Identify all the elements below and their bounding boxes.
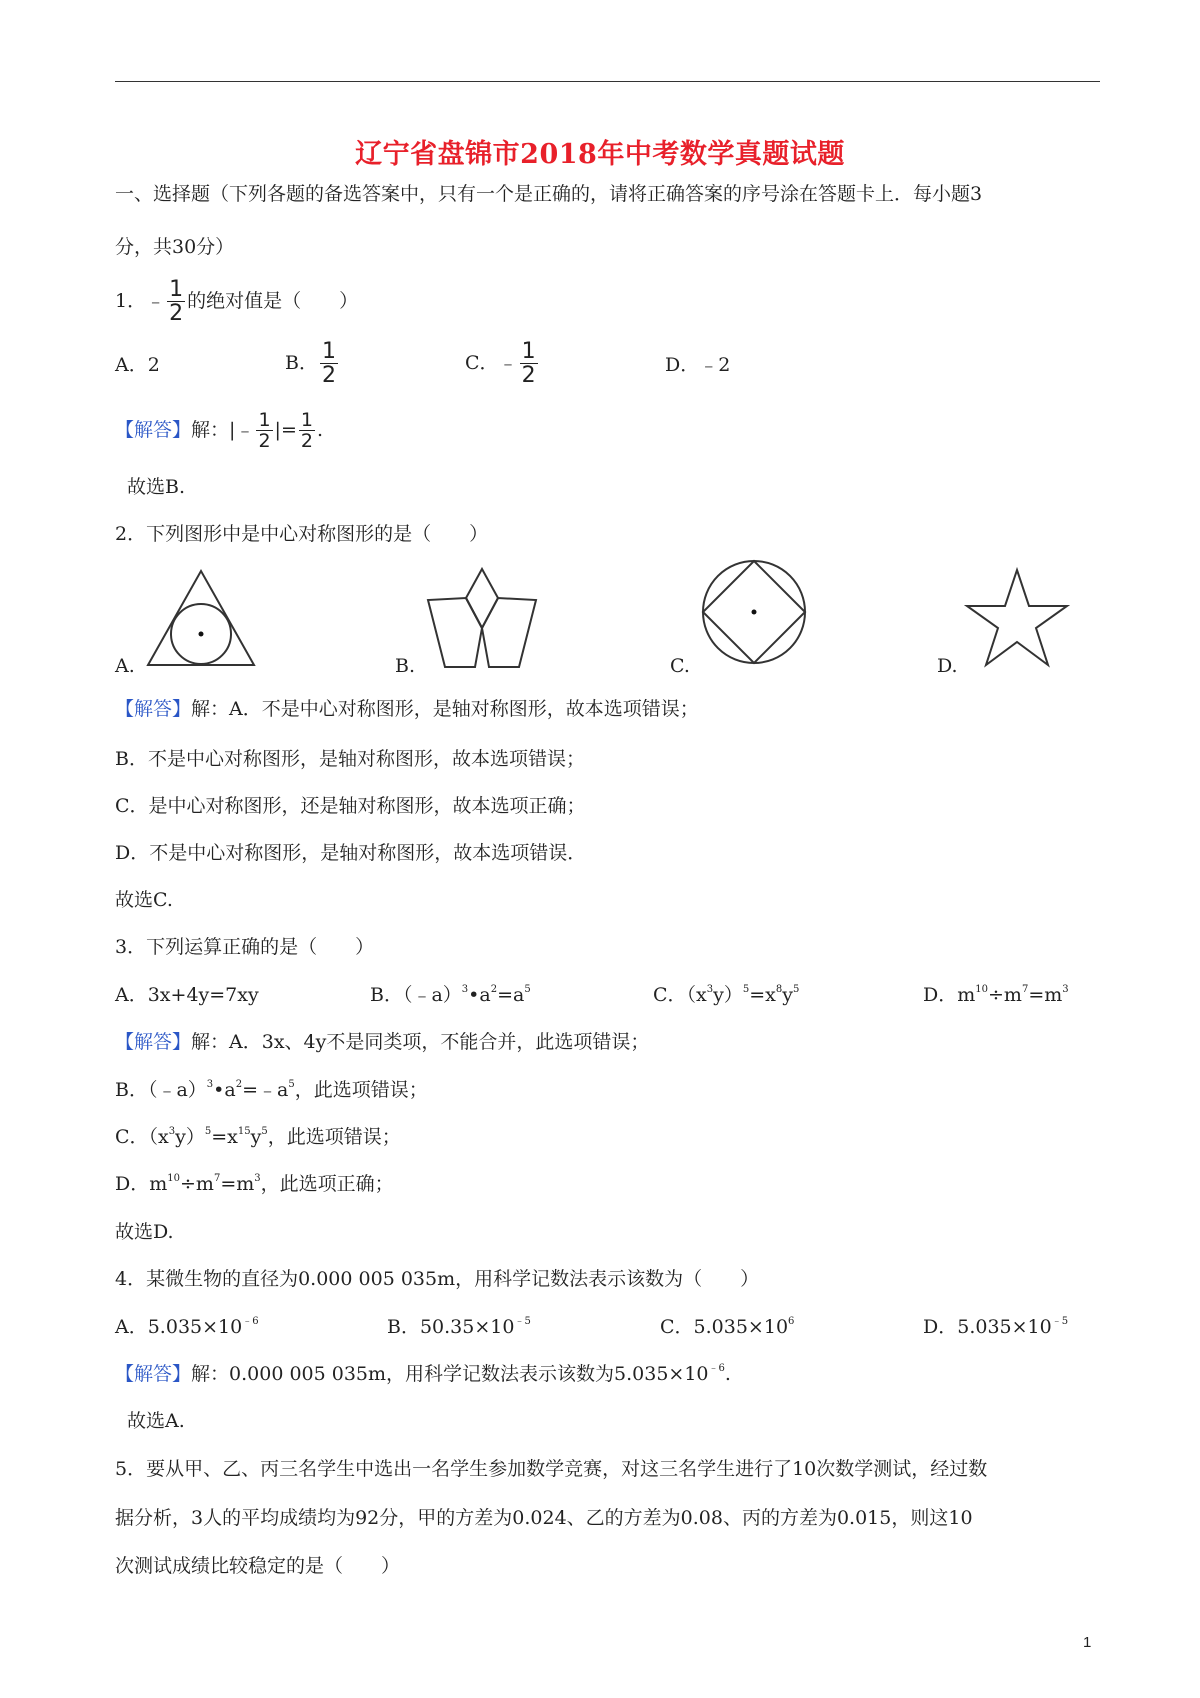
answer-tag: 【解答】 — [115, 419, 192, 441]
q1-option-d: D．﹣2 — [665, 354, 731, 376]
answer-tag: 【解答】 — [115, 698, 192, 720]
header-rule — [115, 81, 1100, 82]
figure-b-three-rhombi — [425, 566, 540, 670]
figure-a-triangle-incircle — [145, 563, 260, 668]
q4-option-c: C．$5.035\times 10^6$ — [660, 1316, 795, 1338]
section-heading-line2: 分，共30分） — [115, 236, 235, 258]
q3-answer-d: D．$m^{10}\div m^7=m^3$，此选项正确； — [115, 1173, 394, 1195]
figure-d-star — [965, 568, 1070, 668]
q2-answer-a: 【解答】解：A．不是中心对称图形，是轴对称图形，故本选项错误； — [115, 698, 699, 720]
q4-conclusion: 故选A. — [127, 1410, 185, 1432]
q2-label-c: C. — [670, 655, 690, 677]
q1-conclusion: 故选B. — [127, 476, 186, 498]
q4-option-b: B．$50.35\times 10^{﹣5}$ — [387, 1316, 531, 1338]
q2-label-d: D. — [937, 655, 958, 677]
page-title: 辽宁省盘锦市2018年中考数学真题试题 — [355, 139, 845, 170]
q1-fraction: $\frac{1}{2}$ — [169, 277, 184, 326]
q3-answer-c: C．$(x^3y)^5=x^{15}y^5$，此选项错误； — [115, 1126, 401, 1148]
q1-option-a: A．2 — [115, 354, 160, 376]
q5-line2: 据分析，3人的平均成绩均为92分，甲的方差为0.024、乙的方差为0.08、丙的方差为0.015，则这10 — [115, 1507, 973, 1529]
section-heading-line1: 一、选择题（下列各题的备选答案中，只有一个是正确的，请将正确答案的序号涂在答题卡上．每小题3 — [115, 183, 983, 205]
q3-stem: 3．下列运算正确的是（ ） — [115, 936, 375, 958]
answer-tag: 【解答】 — [115, 1031, 192, 1053]
q3-option-b: B．$(﹣a)^3•a^2=a^5$ — [370, 984, 531, 1006]
q3-conclusion: 故选D. — [115, 1221, 174, 1243]
q4-option-d: D．$5.035\times 10^{﹣5}$ — [923, 1316, 1069, 1338]
q5-line3: 次测试成绩比较稳定的是（ ） — [115, 1555, 401, 1577]
q1-option-c: C．﹣ $\frac{1}{2}$ — [465, 339, 536, 388]
q1-answer: 【解答】解：|﹣ $\frac{1}{2}$ |= $\frac{1}{2}$ . — [115, 409, 324, 452]
q1-stem: 1．﹣ $\frac{1}{2}$ 的绝对值是（ ） — [115, 277, 359, 326]
q2-answer-b: B．不是中心对称图形，是轴对称图形，故本选项错误； — [115, 748, 585, 770]
q2-label-b: B. — [395, 655, 416, 677]
q5-line1: 5．要从甲、乙、丙三名学生中选出一名学生参加数学竞赛，对这三名学生进行了10次数学测试，经过数 — [115, 1458, 988, 1480]
page-number: 1 — [1083, 1634, 1092, 1651]
q1-option-b: B． $\frac{1}{2}$ — [285, 339, 336, 388]
q4-option-a: A．$5.035\times 10^{﹣6}$ — [115, 1316, 259, 1338]
answer-tag: 【解答】 — [115, 1363, 192, 1385]
q3-option-c: C．$(x^3y)^5=x^8y^5$ — [653, 984, 800, 1006]
q2-label-a: A. — [115, 655, 135, 677]
q4-stem: 4．某微生物的直径为0.000 005 035m，用科学记数法表示该数为（ ） — [115, 1268, 760, 1290]
q3-answer-a: 【解答】解：A．3x、4y不是同类项，不能合并，此选项错误； — [115, 1031, 650, 1053]
q3-option-a: A．3x+4y=7xy — [115, 984, 259, 1006]
q2-stem: 2．下列图形中是中心对称图形的是（ ） — [115, 523, 489, 545]
q4-answer: 【解答】解：0.000 005 035m，用科学记数法表示该数为$5.035\times 10^{﹣6}$. — [115, 1363, 731, 1385]
figure-c-circle-square — [700, 558, 810, 668]
q2-conclusion: 故选C. — [115, 889, 173, 911]
q2-answer-c: C．是中心对称图形，还是轴对称图形，故本选项正确； — [115, 795, 586, 817]
q3-option-d: D．$m^{10}\div m^7=m^3$ — [923, 984, 1069, 1006]
q3-answer-b: B．$(﹣a)^3•a^2=﹣a^5$，此选项错误； — [115, 1079, 428, 1101]
q2-answer-d: D．不是中心对称图形，是轴对称图形，故本选项错误． — [115, 842, 587, 864]
